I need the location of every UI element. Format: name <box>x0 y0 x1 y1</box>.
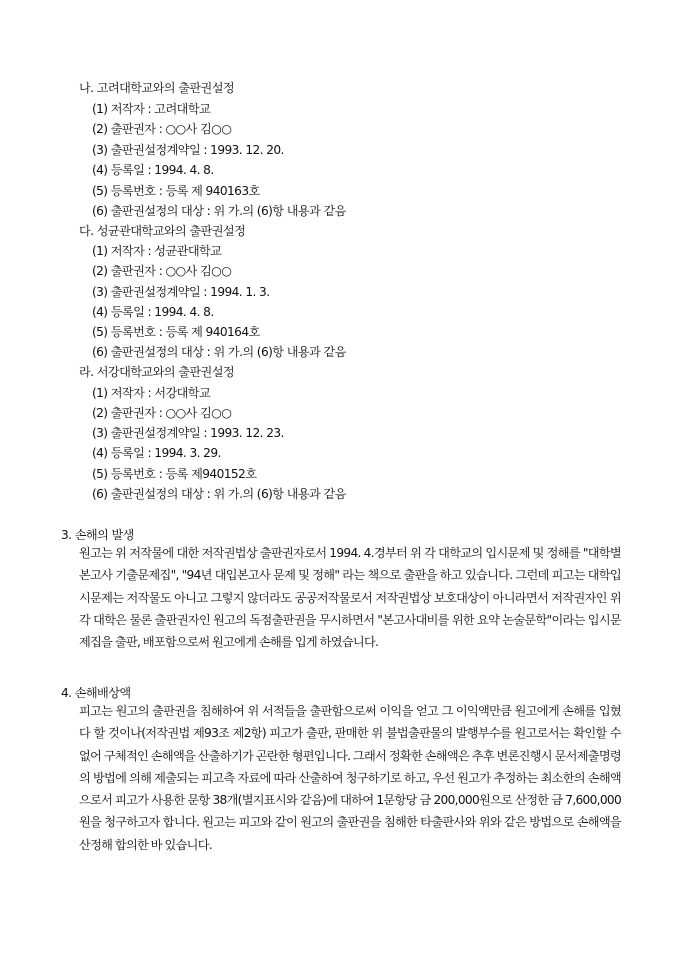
section-heading-sungkyunkwan-univ: 다. 성균관대학교와의 출판권설정 <box>79 224 246 238</box>
list-item: (6) 출판권설정의 대상 : 위 가.의 (6)항 내용과 같음 <box>92 204 346 218</box>
list-item: (6) 출판권설정의 대상 : 위 가.의 (6)항 내용과 같음 <box>92 345 346 359</box>
list-item: (6) 출판권설정의 대상 : 위 가.의 (6)항 내용과 같음 <box>92 487 346 501</box>
list-item: (2) 출판권자 : ○○사 김○○ <box>92 264 232 278</box>
damage-amount-paragraph: 피고는 원고의 출판권을 침해하여 위 서적들을 출판함으로써 이익을 얻고 그 이익액만큼 원고에게 손해를 입혔다 할 것이나(저작권법 제93조 제2항) 피고가 출판, 판매한 위 불법출판물의 발행부수를 원고로서는 확인할 수 없어 구체적인 손해액을 산출하기가 곤란한 형편입니다. 그래서 정확한 손해액은 추후 변론진행시 문서제출명령의 방법에 의해 제출되는 피고측 자료에 따라 산출하여 청구하기로 하고, 우선 원고가 추정하는 최소한의 손해액으로서 피고가 사용한 문항 38개(별지표시와 같음)에 대하여 1문항당 금 200,000원으로 산정한 금 7,600,000원을 청구하고자 합니다. 원고는 피고와 같이 원고의 출판권을 침해한 타출판사와 위와 같은 방법으로 손해액을 산정해 합의한 바 있습니다. <box>79 704 621 852</box>
section-title-damage-amount: 4. 손해배상액 <box>61 686 131 700</box>
damage-occurrence-paragraph: 원고는 위 저작물에 대한 저작권법상 출판권자로서 1994. 4.경부터 위 각 대학교의 입시문제 및 정해를 "대학별 본고사 기출문제집", "94년 대입본고사 문제 및 정해" 라는 책으로 출판을 하고 있습니다. 그런데 피고는 대학입시문제는 저작물도 아니고 그렇지 않더라도 공공저작물로서 저작권법상 보호대상이 아니라면서 저작권자인 위 각 대학은 물론 출판권자인 원고의 독점출판권을 무시하면서 "본고사대비를 위한 요약 논술문학"이라는 입시문제집을 출판, 배포함으로써 원고에게 손해를 입게 하였습니다. <box>79 546 621 650</box>
list-item: (1) 저작자 : 서강대학교 <box>92 386 211 400</box>
list-item: (2) 출판권자 : ○○사 김○○ <box>92 122 232 136</box>
list-item: (4) 등록일 : 1994. 4. 8. <box>92 305 214 319</box>
section-title-damage-occurrence: 3. 손해의 발생 <box>61 528 134 542</box>
list-item: (3) 출판권설정계약일 : 1993. 12. 20. <box>92 143 284 157</box>
list-item: (5) 등록번호 : 등록 제 940163호 <box>92 184 260 198</box>
section-heading-sogang-univ: 라. 서강대학교와의 출판권설정 <box>79 365 235 379</box>
list-item: (4) 등록일 : 1994. 3. 29. <box>92 446 221 460</box>
list-item: (4) 등록일 : 1994. 4. 8. <box>92 163 214 177</box>
list-item: (1) 저작자 : 성균관대학교 <box>92 244 222 258</box>
list-item: (3) 출판권설정계약일 : 1994. 1. 3. <box>92 285 270 299</box>
list-item: (2) 출판권자 : ○○사 김○○ <box>92 406 232 420</box>
list-item: (5) 등록번호 : 등록 제 940164호 <box>92 325 260 339</box>
list-item: (5) 등록번호 : 등록 제940152호 <box>92 467 257 481</box>
section-heading-korea-univ: 나. 고려대학교와의 출판권설정 <box>79 81 235 95</box>
list-item: (1) 저작자 : 고려대학교 <box>92 102 211 116</box>
list-item: (3) 출판권설정계약일 : 1993. 12. 23. <box>92 426 284 440</box>
